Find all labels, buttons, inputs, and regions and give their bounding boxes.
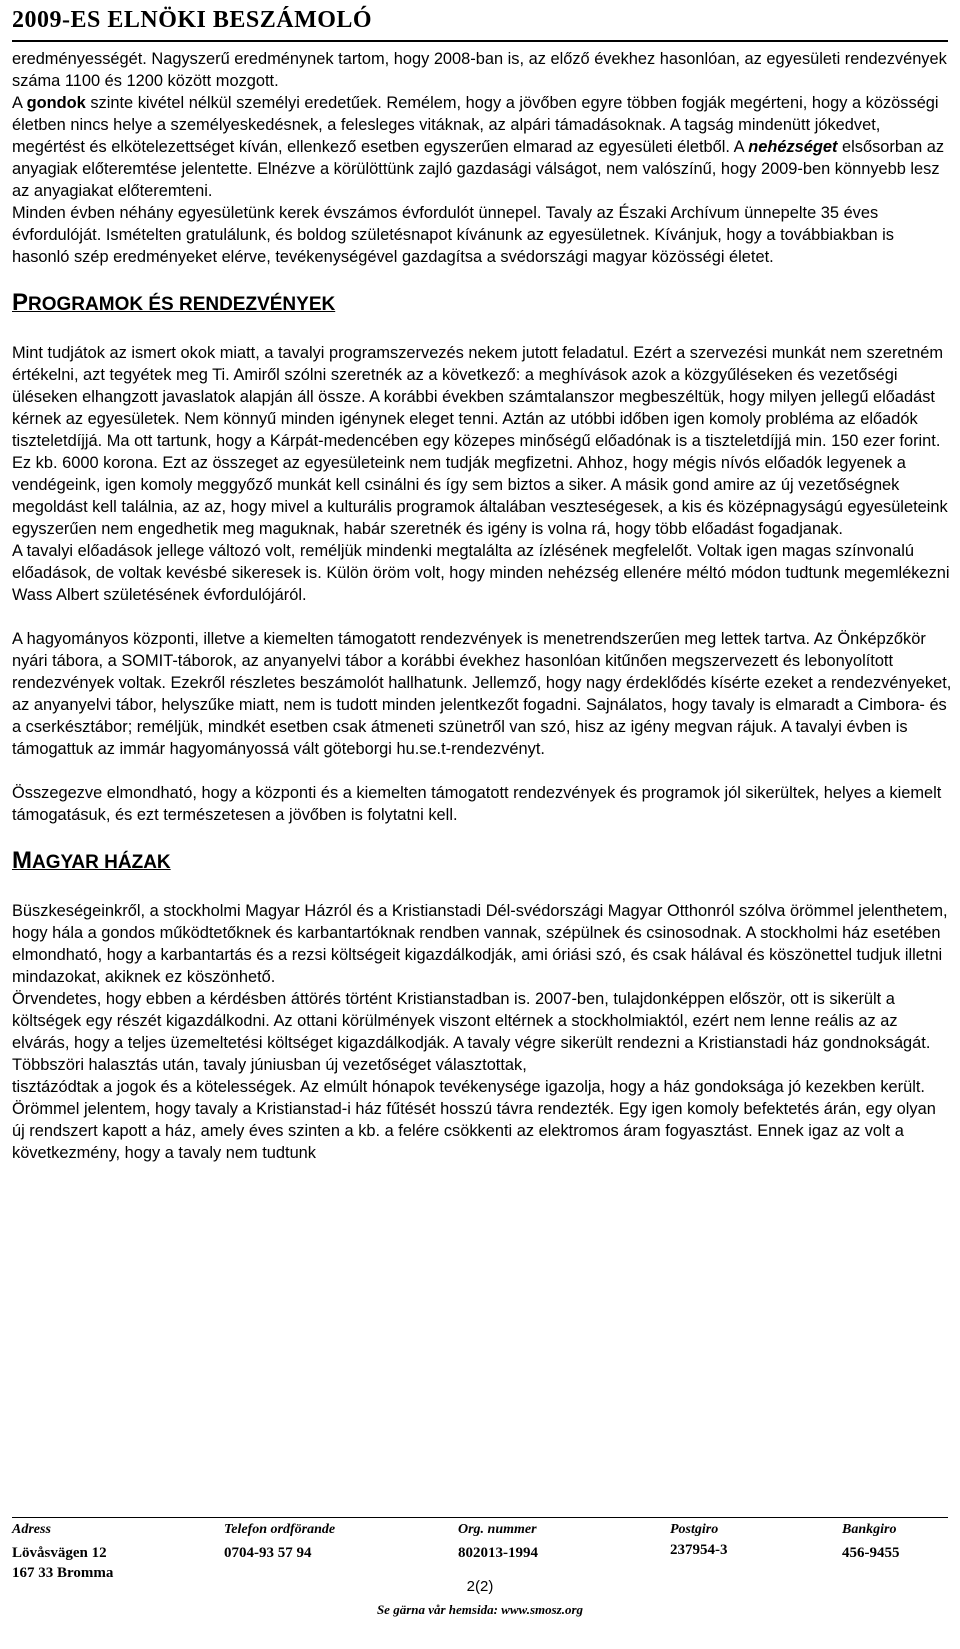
org-number-label: Org. nummer [458,1522,537,1537]
programok-paragraph-1: Mint tudjátok az ismert okok miatt, a tavalyi programszervezés nekem jutott feladatul. Ezért a szervezési munkát nem szeretném értékelni, azt tegyétek meg Ti. Amiről szólni szeretnék az a következő: a meghívások azok a közgyűléseken és vezetőségi üléseken elhangzott javaslatok alapján áll össze. A korábbi években számtalanszor megbeszéltük, hogy milyen jellegű előadást kérnek az egyesületek. Nem könnyű minden igénynek eleget tenni. Aztán az utóbbi időben igen komoly probléma az előadók tiszteletdíjjá. Ma ott tartunk, hogy a Kárpát-medencében egy közepes minőségű előadónak is a tiszteletdíjjá min. 150 ezer forint. Ez kb. 6000 korona. Ezt az összeget az egyesületeink nem tudják megfizetni. Ahhoz, hogy mégis nívós előadók legyenek a vendégeink, igen komoly meggyőző munkát kell csinálni és így sem biztos a siker. A másik gond amire az új vezetőségnek megoldást kell találnia, az az, hogy mivel a kulturális programok általában veszteségesek, a kis és középnagyságú egyesületeink egyszerűen nem engedhetik meg maguknak, habár szeretnék és igény is volna rá, hogy több előadást fogadjanak. [12,344,948,538]
hazak-paragraph-1: Büszkeségeinkről, a stockholmi Magyar Házról és a Kristianstadi Dél-svédországi Magyar Otthonról szólva örömmel jelenthetem, hogy hála a gondos működtetőknek és karbantartóknak rendben vannak, szépülnek és csinosodnak. A stockholmi ház esetében elmondható, hogy a karbantartás és a rezsi költségeit kigazdálkodják, ami óriási szó, és csak hálával és köszönettel tudjuk illetni mindazokat, akiknek ez köszönhető. [12,902,948,986]
footer-divider [12,1517,948,1518]
page-number: 2(2) [466,1578,494,1595]
programok-paragraph-3: A hagyományos központi, illetve a kiemelten támogatott rendezvények is menetrendszerűen meg lettek tartva. Az Önképzőkör nyári tábora, a SOMIT-táborok, az anyanyelvi tábor a korábbi évekhez hasonlóan kitűnően megszervezett és lebonyolított rendezvények voltak. Ezekről részletes beszámolót hallhatunk. Jellemző, hogy nagy érdeklődés kísérte ezeket a rendezvényeket, az anyanyelvi tábor, helyszűke miatt, nem is tudott minden jelentkezőt fogadni. Sajnálatos, hogy tavaly is elmaradt a Cimbora- és a cserkésztábor; reméljük, mindkét esetben csak átmeneti szünetről van szó, hisz az igény megvan rájuk. A tavalyi évben is támogattuk az immár hagyományossá vált göteborgi hu.se.t-rendezvényt. [12,630,952,758]
address-label: Adress [12,1522,51,1537]
text-run: elsősorban az anyagiak előteremtése jelentette. Elnézve a körülöttünk zajló gazdasági válságot, nem valószínű, hogy 2009-ben könnyebb lesz az anyagiakat előteremteni. [12,138,945,200]
footer-org-number [458,1520,538,1563]
paragraph-gap [12,606,952,628]
body-content [12,48,952,1164]
org-number-value: 802013-1994 [458,1545,538,1561]
text-run: szinte kivétel nélkül személyi eredetűek. Remélem, hogy a jövőben egyre többen fogják megérteni, hogy a közösségi életben nincs helye a személyeskedésnek, a felesleges vitáknak, az alpári támadásoknak. A tagság mindenütt jókedvet, megértést és elkötelezettséget kíván, ellenkező esetben egyszerűen elmarad az egyesületi életből. A [12,94,939,156]
heading-rest: AGYAR HÁZAK [32,852,171,873]
postgiro-label: Postgiro [670,1522,719,1537]
page-header [12,4,948,36]
bold-term-gondok: gondok [26,94,86,112]
footer-address [12,1520,113,1583]
heading-rest: ROGRAMOK ÉS RENDEZVÉNYEK [28,294,336,315]
address-line-1: Lövåsvägen 12 [12,1545,107,1561]
hazak-paragraph-2b: tisztázódtak a jogok és a kötelességek. Az elmúlt hónapok tevékenysége igazolja, hogy a ház gondoksága jó kezekben került. [12,1078,925,1096]
intro-paragraph-3: Minden évben néhány egyesületünk kerek évszámos évfordulót ünnepel. Tavaly az Északi Archívum ünnepelte 35 éves évfordulóját. Ismételten gratulálunk, és boldog születésnapot kívánunk az egyesületnek. Kívánjuk, hogy a továbbiakban is hasonló szép eredményeket elérve, tevékenységével gazdagítsa a svédországi magyar közösségi életet. [12,204,895,266]
footer-phone [224,1520,335,1563]
bankgiro-value: 456-9455 [842,1545,900,1561]
programok-paragraph-2: A tavalyi előadások jellege változó volt, reméljük mindenki megtalálta az ízlésének megfelelőt. Voltak igen magas színvonalú előadások, de voltak kevésbé sikeresek is. Külön öröm volt, hogy minden nehézség ellenére méltó módon tudtunk megemlékezni Wass Albert születésének évfordulójáról. [12,542,950,604]
intro-paragraph-2 [12,92,952,202]
footer-bankgiro [842,1520,900,1563]
phone-label: Telefon ordförande [224,1522,336,1537]
bankgiro-label: Bankgiro [842,1522,897,1537]
website-line: Se gärna vår hemsida: www.smosz.org [376,1602,584,1617]
postgiro-value: 237954-3 [670,1542,728,1558]
section-heading-hazak [12,848,952,876]
hazak-paragraph-3: Örömmel jelentem, hogy tavaly a Kristianstad-i ház fűtését hosszú távra rendezték. Egy igen komoly befektetés árán, egy olyan új rendszert kapott a ház, amely éves szinten a kb. a felére csökkenti az elektromos áram fogyasztást. Ennek igaz az volt a következmény, hogy a tavaly nem tudtunk [12,1100,936,1162]
programok-paragraph-4: Összegezve elmondható, hogy a központi és a kiemelten támogatott rendezvények és programok jól sikerültek, helyes a kiemelt támogatásuk, és ezt természetesen a jövőben is folytatni kell. [12,784,942,824]
phone-value: 0704-93 57 94 [224,1545,312,1561]
heading-capital: P [12,289,29,316]
hazak-paragraph-2: Örvendetes, hogy ebben a kérdésben áttörés történt Kristianstadban is. 2007-ben, tulajdonképpen először, ott is sikerült a költségek egy részét kigazdálkodni. Az ottani körülmények viszont eltérnek a stockholmiaktól, ezért nem lenne reális az az elvárás, hogy a teljes üzemeltetési költséget kigazdálkodják. A tavaly végre sikerült rendezni a Kristianstadi ház gondnokságát. Többszöri halasztás után, tavaly júniusban új vezetőséget választottak, [12,990,931,1074]
document-title: 2009-ES ELNÖKI BESZÁMOLÓ [12,7,373,33]
intro-paragraph-1: eredményességét. Nagyszerű eredménynek tartom, hogy 2008-ban is, az előző évekhez hasonlóan, az egyesületi rendezvények száma 1100 és 1200 között mozgott. [12,50,947,90]
text-run: A [12,94,27,112]
address-line-2: 167 33 Bromma [12,1565,114,1581]
heading-capital: M [12,847,32,874]
header-divider [12,40,948,42]
footer-postgiro [670,1520,728,1560]
paragraph-gap [12,760,952,782]
section-heading-programok [12,290,952,318]
bold-term-nehezseget: nehézséget [748,138,838,156]
